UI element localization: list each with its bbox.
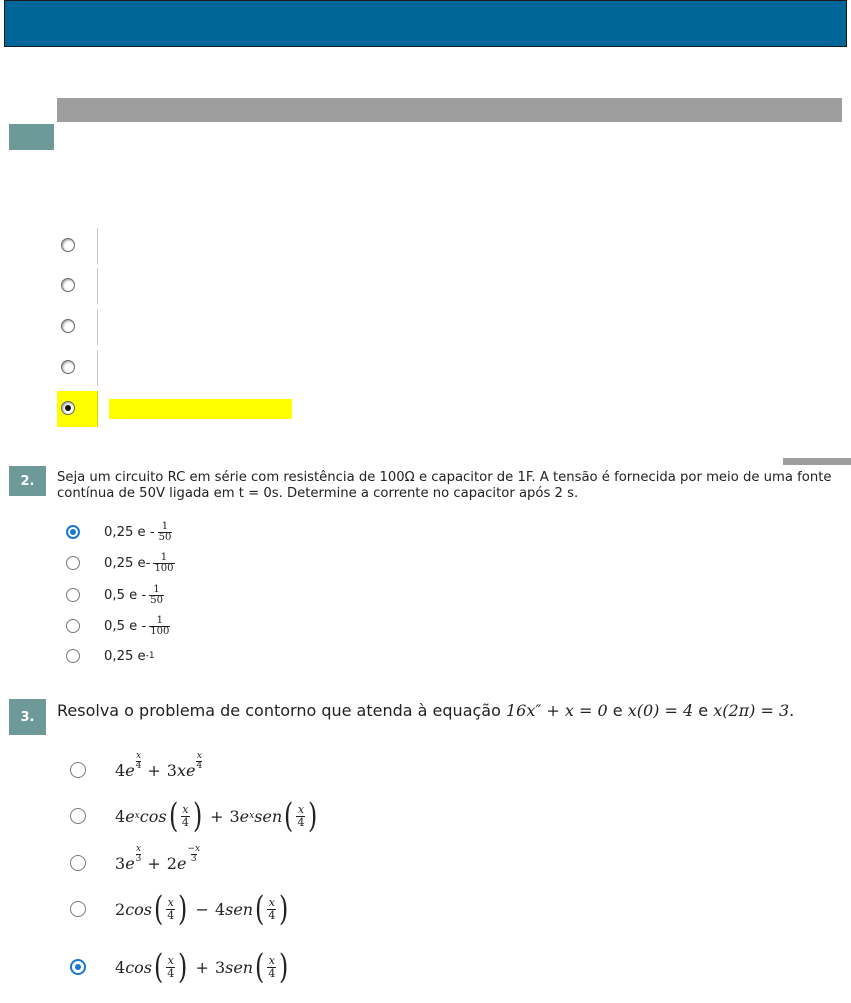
radio-button[interactable] <box>66 619 80 633</box>
radio-button[interactable] <box>70 808 86 824</box>
option-label: 4 e x cos ( x 4 ) + 3 e x sen ( x 4 ) <box>115 796 318 836</box>
question-2-stem-line-2: contínua de 50V ligada em t = 0s. Determine a corrente no capacitor após 2 s. <box>57 486 579 501</box>
question-2-option-c[interactable] <box>66 580 164 610</box>
question-2-option-d[interactable] <box>66 611 170 641</box>
fraction: $\frac{1}{100}$ <box>150 614 170 637</box>
radio-button-selected[interactable] <box>61 401 75 415</box>
question-1-option-c[interactable] <box>57 309 98 345</box>
option-label: 4 cos ( x 4 ) + 3 sen ( x 4 ) <box>115 947 289 987</box>
option-label: 0,25 e -1 <box>104 648 155 664</box>
fraction: $\frac{1}{50}$ <box>150 583 163 606</box>
radio-button[interactable] <box>61 319 75 333</box>
radio-button[interactable] <box>66 649 80 663</box>
question-1-option-b[interactable] <box>57 268 98 304</box>
question-1-option-e[interactable] <box>57 391 98 427</box>
radio-button[interactable] <box>66 556 80 570</box>
question-3-stem: Resolva o problema de contorno que atenda à equação 16x″ + x = 0 e x(0) = 4 e x(2π) = 3. <box>57 701 795 720</box>
condition-1: x(0) = 4 <box>627 701 694 720</box>
radio-button[interactable] <box>70 901 86 917</box>
question-3-option-b[interactable] <box>70 793 320 839</box>
radio-button[interactable] <box>61 238 75 252</box>
option-label: 0,25 e- $\frac{1}{100}$ <box>104 551 174 574</box>
question-3-option-e[interactable] <box>70 944 291 990</box>
radio-button[interactable] <box>70 855 86 871</box>
option-label: 4 e x 4 + 3 xe x 4 <box>115 750 203 780</box>
question-1-option-a[interactable] <box>57 228 98 264</box>
radio-button[interactable] <box>61 360 75 374</box>
fraction: $\frac{1}{50}$ <box>158 520 172 543</box>
option-label: 0,5 e - $\frac{1}{100}$ <box>104 614 170 637</box>
question-1-option-d[interactable] <box>57 350 98 386</box>
question-2-stem-line-1: Seja um circuito RC em série com resistência de 100Ω e capacitor de 1F. A tensão é fornecida por meio de uma fonte <box>57 470 832 485</box>
option-label: 0,25 e - $\frac{1}{50}$ <box>104 520 172 543</box>
equation: 16x″ + x = 0 <box>505 701 608 720</box>
radio-button-selected[interactable] <box>70 959 86 975</box>
condition-2: x(2π) = 3. <box>713 701 795 720</box>
question-2-option-a[interactable] <box>66 517 172 547</box>
radio-button[interactable] <box>66 588 80 602</box>
radio-button[interactable] <box>61 278 75 292</box>
question-2-number-badge: 2. <box>9 466 46 496</box>
question-3-number-badge: 3. <box>9 699 46 735</box>
question-3-option-a[interactable] <box>70 747 202 793</box>
radio-button-selected[interactable] <box>66 525 80 539</box>
question-2-header-bar <box>783 458 851 465</box>
question-2-stem <box>57 470 847 502</box>
question-1-number-badge <box>9 124 54 150</box>
question-2-option-b[interactable] <box>66 548 175 578</box>
question-3-option-c[interactable] <box>70 840 200 886</box>
radio-button[interactable] <box>70 762 86 778</box>
question-1-answer-highlight <box>109 399 292 419</box>
option-label: 3 e x 3 + 2 e −x 3 <box>115 843 201 873</box>
question-1-header-bar <box>57 98 842 122</box>
fraction: $\frac{1}{100}$ <box>154 551 174 574</box>
option-label: 2 cos ( x 4 ) − 4 sen ( x 4 ) <box>115 889 289 929</box>
question-2-option-e[interactable] <box>66 641 155 671</box>
option-label: 0,5 e - $\frac{1}{50}$ <box>104 583 163 606</box>
page-header-banner <box>4 0 847 47</box>
question-3-option-d[interactable] <box>70 886 291 932</box>
